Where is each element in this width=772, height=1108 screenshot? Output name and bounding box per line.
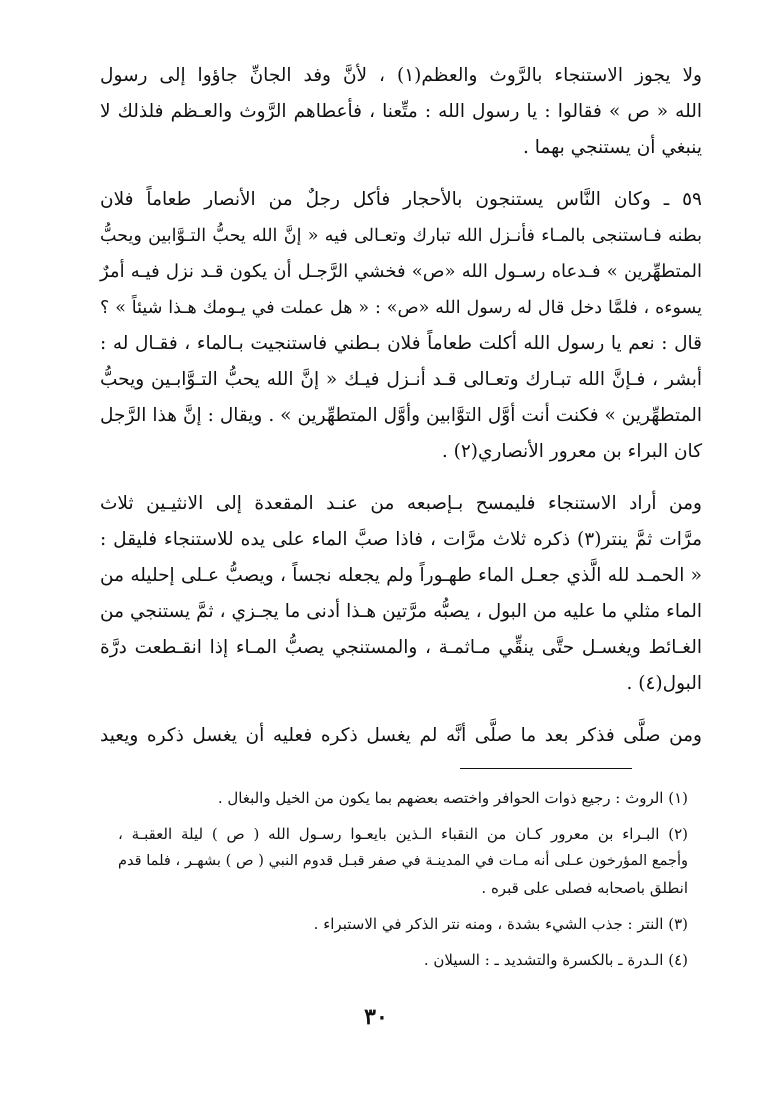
footnote-3 (118, 911, 688, 938)
text-line: بطنه فـاستنجى بالمـاء فأنـزل الله تبارك وتعـالى فيه « إنَّ الله يحبُّ التـوَّابين ويحبُّ (100, 226, 702, 246)
footnote-separator (460, 768, 632, 769)
text-line: يسوءه ، فلمَّا دخل قال له رسول الله «ص» : « هل عملت في يـومك هـذا شيئاً » ؟ (100, 298, 702, 318)
text-line: كان البراء بن معرور الأنصاري(٢) . (441, 441, 702, 462)
text-line: ولا يجوز الاستنجاء بالرَّوث والعظم(١) ، لأنَّ وفد الجانِّ جاؤوا إلى رسول (100, 65, 702, 86)
text-line: الله « ص » فقالوا : يا رسول الله : متِّعنا ، فأعطاهم الرَّوث والعـظم فلذلك لا (100, 101, 702, 122)
paragraph-1 (100, 58, 702, 166)
footnotes (118, 785, 688, 983)
footnote-line: (١) الروث : رجيع ذوات الحوافر واختصه بعضهم بما يكون من الخيل والبغال . (217, 789, 688, 807)
footnote-line: (٢) البـراء بن معرور كـان من النقباء الـذين بايعـوا رسـول الله ( ص ) ليلة العقبـة ، (118, 825, 688, 843)
paragraph-4 (100, 718, 702, 754)
footnote-2 (118, 821, 688, 902)
footnote-1 (118, 785, 688, 812)
text-line: المتطهِّرين » فـدعاه رسـول الله «ص» فخشي الرَّجـل أن يكون قـد نزل فيـه أمرٌ (100, 261, 702, 282)
paragraph-2 (100, 182, 702, 470)
text-line: ومن صلَّى فذكر بعد ما صلَّى أنَّه لم يغسل ذكره فعليه أن يغسل ذكره ويعيد (100, 725, 702, 746)
footnote-line: (٤) الـدرة ـ بالكسرة والتشديد ـ : السيلان . (423, 951, 688, 969)
text-line: ومن أراد الاستنجاء فليمسح بـإصبعه من عنـد المقعدة إلى الانثيـين ثلاث (100, 493, 702, 514)
paragraph-3 (100, 486, 702, 702)
text-line: ينبغي أن يستنجي بهما . (523, 137, 702, 158)
text-line: قال : نعم يا رسول الله أكلت طعاماً فلان بـطني فاستنجيت بـالماء ، فقـال له : (100, 333, 702, 354)
footnote-line: وأجمع المؤرخون عـلى أنه مـات في المدينـة في صفر قبـل قدوم النبي ( ص ) بشهـر ، فلما قدم (118, 853, 688, 869)
text-line: أبشر ، فـإنَّ الله تبـارك وتعـالى قـد أنـزل فيـك « إنَّ الله يحبُّ التـوَّابـين ويحبُّ (100, 369, 702, 390)
text-line: مرَّات ثمَّ ينتر(٣) ذكره ثلاث مرَّات ، فاذا صبَّ الماء على يده للاستنجاء فليقل : (100, 529, 702, 550)
text-line: المتطهِّرين » فكنت أنت أوَّل التوَّابين وأوَّل المتطهِّرين » . ويقال : إنَّ هذا الرَّجل (100, 405, 702, 426)
text-line: الغـائط ويغسـل حتَّى ينقِّي مـاثمـة ، والمستنجي يصبُّ المـاء إذا انقـطعت درَّة (100, 637, 702, 658)
footnote-line: (٣) النتر : جذب الشيء بشدة ، ومنه نتر الذكر في الاستبراء . (313, 915, 688, 933)
main-text (100, 58, 702, 770)
text-line: « الحمـد لله الَّذي جعـل الماء طهـوراً ولم يجعله نجساً ، ويصبُّ عـلى إحليله من (100, 565, 702, 586)
text-line: ٥٩ ـ وكان النَّاس يستنجون بالأحجار فأكل رجلٌ من الأنصار طعاماً فلان (100, 189, 702, 210)
text-line: البول(٤) . (626, 673, 702, 694)
footnote-4 (118, 947, 688, 974)
footnote-line: انطلق باصحابه فصلى على قبره . (481, 879, 688, 897)
text-line: الماء مثلي ما عليه من البول ، يصبُّه مرَّتين هـذا أدنى ما يجـزي ، ثمَّ يستنجي من (100, 601, 702, 622)
page-number: ٣٠ (364, 1004, 388, 1030)
